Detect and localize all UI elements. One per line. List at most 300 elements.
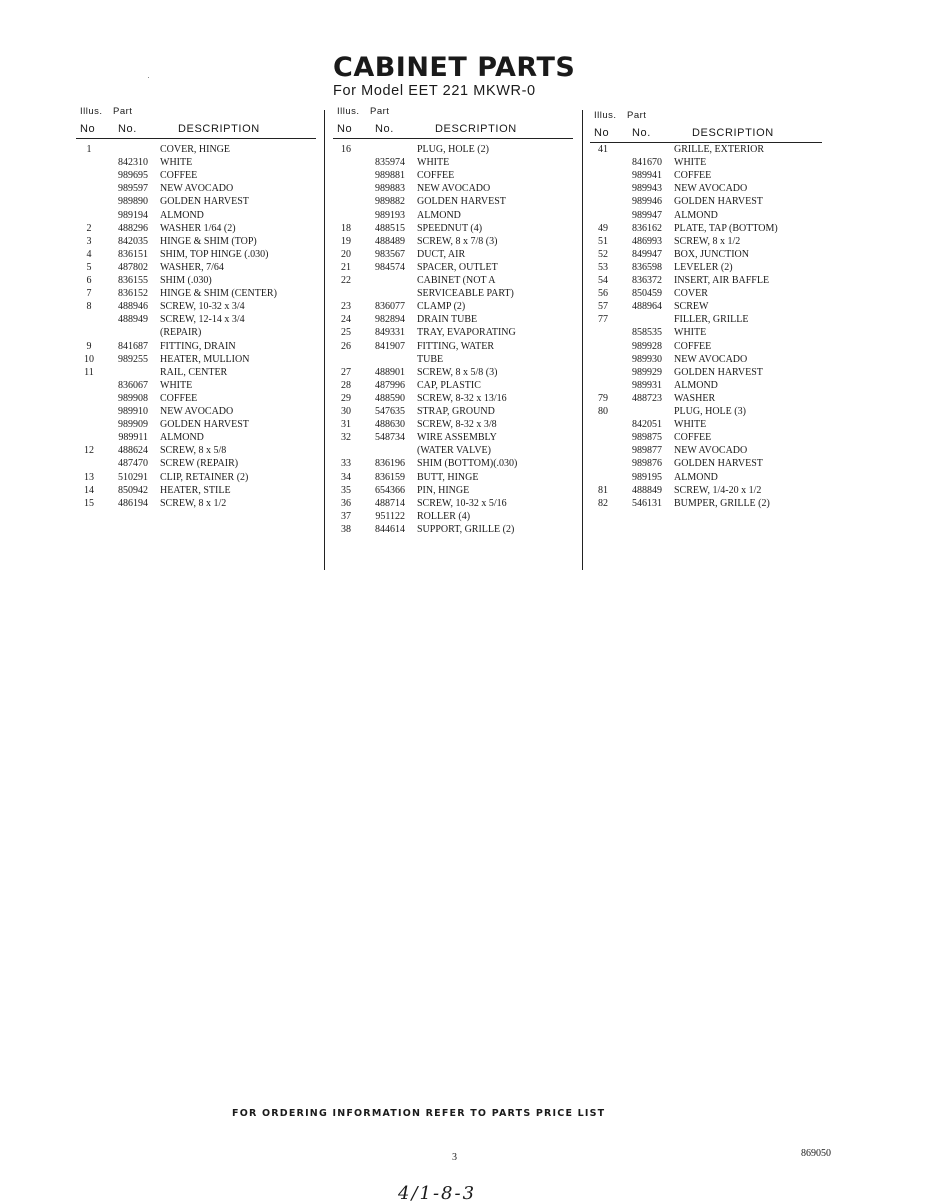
part-row (80, 235, 320, 248)
part-description: SCREW, 10-32 x 3/4 (160, 301, 245, 313)
part-row (594, 209, 826, 222)
part-number: 850459 (632, 288, 662, 300)
part-row (594, 471, 826, 484)
part-row (80, 169, 320, 182)
part-row (337, 392, 577, 405)
illus-no: 51 (598, 235, 608, 247)
column-divider-2 (582, 110, 583, 570)
part-number: 836151 (118, 248, 148, 260)
part-number: 858535 (632, 327, 662, 339)
part-row (337, 222, 577, 235)
part-description: DUCT, AIR (417, 248, 466, 260)
part-number: 989947 (632, 209, 662, 221)
part-description: SCREW, 8 x 7/8 (3) (417, 235, 498, 247)
part-number: 844614 (375, 523, 405, 535)
part-number: 488946 (118, 301, 148, 313)
part-description: NEW AVOCADO (417, 183, 491, 195)
illus-no: 6 (86, 275, 92, 286)
part-row (594, 431, 826, 444)
part-number: 836159 (375, 471, 405, 483)
part-description: SUPPORT, GRILLE (2) (417, 523, 515, 535)
illus-no: 29 (341, 392, 351, 404)
part-row (80, 274, 320, 287)
part-description: GRILLE, EXTERIOR (674, 144, 764, 155)
part-row (80, 195, 320, 208)
header-rule (76, 138, 316, 139)
part-number: 989910 (118, 406, 148, 417)
part-description: INSERT, AIR BAFFLE (674, 275, 770, 286)
part-number: 989909 (118, 419, 148, 431)
part-description: GOLDEN HARVEST (417, 196, 506, 208)
part-row (80, 418, 320, 431)
part-number: 989193 (375, 209, 405, 221)
illus-no: 37 (341, 510, 351, 522)
part-description: COVER, HINGE (160, 144, 230, 155)
part-row (80, 156, 320, 169)
part-description: TRAY, EVAPORATING (417, 327, 516, 339)
illus-no: 26 (341, 340, 351, 352)
part-number: 486194 (118, 497, 148, 509)
part-row (594, 300, 826, 313)
part-row (594, 379, 826, 392)
part-number: 989597 (118, 183, 148, 195)
part-description: WHITE (674, 157, 707, 169)
part-number: 989930 (632, 353, 662, 365)
illus-no: 34 (341, 471, 351, 483)
illus-no: 54 (598, 275, 608, 286)
part-number: 488489 (375, 235, 405, 247)
part-row (594, 248, 826, 261)
part-number: 836152 (118, 288, 148, 300)
part-description: NEW AVOCADO (160, 406, 234, 417)
part-description: GOLDEN HARVEST (674, 458, 763, 470)
part-description: COFFEE (417, 170, 455, 182)
illus-no: 20 (341, 248, 351, 260)
part-number: 849947 (632, 248, 662, 260)
column-divider-1 (324, 110, 325, 570)
illus-no: 36 (341, 497, 351, 509)
illus-no: 38 (341, 523, 351, 535)
part-description: ALMOND (674, 471, 718, 483)
part-description: RAIL, CENTER (160, 366, 228, 378)
illus-no: 25 (341, 327, 351, 339)
illus-no: 12 (84, 445, 94, 457)
part-row (80, 209, 320, 222)
illus-no: 4 (86, 248, 92, 260)
part-row (594, 222, 826, 235)
illus-no: 35 (341, 484, 351, 496)
part-row (80, 326, 320, 339)
part-description: CABINET (NOT A (417, 275, 496, 286)
illus-no: 27 (341, 366, 351, 378)
part-description: COFFEE (160, 170, 198, 182)
part-description: NEW AVOCADO (674, 183, 748, 195)
part-number: 836155 (118, 275, 148, 286)
part-row (337, 340, 577, 353)
header-illus: Illus. (594, 110, 617, 121)
part-number: 510291 (118, 471, 148, 483)
part-description: GOLDEN HARVEST (160, 196, 249, 208)
illus-no: 7 (86, 288, 92, 300)
part-number: 989890 (118, 196, 148, 208)
part-number: 842035 (118, 235, 148, 247)
part-description: SCREW, 8-32 x 13/16 (417, 392, 507, 404)
document-number: 869050 (801, 1148, 831, 1159)
part-description: SPACER, OUTLET (417, 261, 498, 273)
part-description: WHITE (674, 419, 707, 431)
part-row (594, 484, 826, 497)
part-description: TUBE (417, 353, 444, 365)
part-description: SCREW, 8 x 1/2 (160, 497, 227, 509)
part-number: 989881 (375, 170, 405, 182)
part-description: COFFEE (160, 392, 198, 404)
illus-no: 31 (341, 419, 351, 431)
part-description: CLAMP (2) (417, 301, 466, 313)
part-row (337, 497, 577, 510)
part-row (594, 326, 826, 339)
part-row (594, 444, 826, 457)
part-number: 989875 (632, 432, 662, 444)
illus-no: 32 (341, 432, 351, 444)
part-description: SCREW (674, 301, 709, 313)
part-description: SCREW, 1/4-20 x 1/2 (674, 484, 762, 496)
part-row (594, 274, 826, 287)
part-number: 488964 (632, 301, 662, 313)
illus-no: 30 (341, 406, 351, 417)
part-row (594, 156, 826, 169)
part-description: SHIM, TOP HINGE (.030) (160, 248, 269, 260)
illus-no: 22 (341, 275, 351, 286)
part-row (594, 169, 826, 182)
part-description: STRAP, GROUND (417, 406, 495, 417)
part-number: 989883 (375, 183, 405, 195)
part-description: BOX, JUNCTION (674, 248, 749, 260)
part-description: HEATER, MULLION (160, 353, 250, 365)
part-description: COFFEE (674, 340, 712, 352)
part-description: PIN, HINGE (417, 484, 470, 496)
part-row (337, 353, 577, 366)
part-number: 850942 (118, 484, 148, 496)
part-number: 984574 (375, 261, 405, 273)
part-number: 983567 (375, 248, 405, 260)
part-number: 982894 (375, 314, 405, 326)
part-number: 989941 (632, 170, 662, 182)
part-row (337, 143, 577, 156)
part-number: 989946 (632, 196, 662, 208)
part-row (337, 169, 577, 182)
part-number: 836067 (118, 379, 148, 391)
header-description: DESCRIPTION (692, 127, 774, 139)
part-number: 488515 (375, 222, 405, 234)
part-row (337, 248, 577, 261)
part-description: DRAIN TUBE (417, 314, 478, 326)
part-description: ALMOND (674, 209, 718, 221)
part-row (594, 235, 826, 248)
illus-no: 49 (598, 222, 608, 234)
part-description: (WATER VALVE) (417, 445, 491, 457)
part-description: CAP, PLASTIC (417, 379, 481, 391)
part-description: PLUG, HOLE (2) (417, 144, 489, 155)
part-description: NEW AVOCADO (674, 353, 748, 365)
part-row (337, 510, 577, 523)
part-row (594, 143, 826, 156)
part-description: WHITE (674, 327, 707, 339)
part-row (80, 471, 320, 484)
part-number: 488296 (118, 222, 148, 234)
part-row (594, 195, 826, 208)
part-number: 989908 (118, 392, 148, 404)
part-number: 836162 (632, 222, 662, 234)
part-row (337, 471, 577, 484)
part-description: COFFEE (674, 432, 712, 444)
illus-no: 18 (341, 222, 351, 234)
part-description: GOLDEN HARVEST (674, 366, 763, 378)
part-row (80, 287, 320, 300)
part-number: 989929 (632, 366, 662, 378)
part-row (337, 195, 577, 208)
part-row (337, 182, 577, 195)
part-number: 989255 (118, 353, 148, 365)
part-row (80, 444, 320, 457)
illus-no: 16 (341, 144, 351, 155)
part-row (337, 444, 577, 457)
part-row (337, 523, 577, 536)
illus-no: 33 (341, 458, 351, 470)
part-description: GOLDEN HARVEST (160, 419, 249, 431)
part-description: NEW AVOCADO (674, 445, 748, 457)
part-row (80, 379, 320, 392)
part-description: PLUG, HOLE (3) (674, 406, 746, 417)
illus-no: 24 (341, 314, 351, 326)
part-row (337, 287, 577, 300)
part-description: FITTING, DRAIN (160, 340, 236, 352)
part-description: SCREW (REPAIR) (160, 458, 239, 470)
part-number: 836372 (632, 275, 662, 286)
part-description: ROLLER (4) (417, 510, 471, 522)
part-row (337, 326, 577, 339)
scan-speck (148, 77, 149, 78)
part-description: NEW AVOCADO (160, 183, 234, 195)
part-number: 841907 (375, 340, 405, 352)
part-number: 654366 (375, 484, 405, 496)
part-number: 486993 (632, 235, 662, 247)
part-description: (REPAIR) (160, 327, 202, 339)
part-description: SCREW, 8 x 1/2 (674, 235, 741, 247)
part-description: SCREW, 8 x 5/8 (160, 445, 227, 457)
part-number: 842051 (632, 419, 662, 431)
page-number: 3 (452, 1152, 457, 1163)
part-row (80, 222, 320, 235)
part-row (337, 274, 577, 287)
illus-no: 77 (598, 314, 608, 326)
part-description: SHIM (BOTTOM)(.030) (417, 458, 518, 470)
part-row (594, 353, 826, 366)
part-number: 487802 (118, 261, 148, 273)
illus-no: 21 (341, 261, 351, 273)
part-description: SCREW, 8-32 x 3/8 (417, 419, 497, 431)
part-number: 487996 (375, 379, 405, 391)
page-title: CABINET PARTS (333, 52, 576, 83)
part-row (594, 340, 826, 353)
illus-no: 41 (598, 144, 608, 155)
header-illus: Illus. (337, 106, 360, 117)
header-part-no: No. (375, 123, 394, 135)
part-description: COFFEE (674, 170, 712, 182)
header-no: No (337, 123, 353, 135)
illus-no: 9 (86, 340, 92, 352)
illus-no: 13 (84, 471, 94, 483)
part-number: 487470 (118, 458, 148, 470)
illus-no: 11 (84, 366, 94, 378)
header-no: No (80, 123, 96, 135)
part-row (337, 235, 577, 248)
illus-no: 52 (598, 248, 608, 260)
part-number: 989877 (632, 445, 662, 457)
part-description: ALMOND (160, 432, 204, 444)
illus-no: 5 (86, 261, 92, 273)
part-row (80, 261, 320, 274)
part-description: SPEEDNUT (4) (417, 222, 483, 234)
illus-no: 8 (86, 301, 92, 313)
part-row (80, 497, 320, 510)
header-part-no: No. (118, 123, 137, 135)
part-row (337, 418, 577, 431)
illus-no: 79 (598, 392, 608, 404)
part-description: COVER (674, 288, 708, 300)
part-number: 488630 (375, 419, 405, 431)
part-description: BUMPER, GRILLE (2) (674, 497, 770, 509)
illus-no: 53 (598, 261, 608, 273)
part-number: 488949 (118, 314, 148, 326)
part-number: 989695 (118, 170, 148, 182)
part-row (594, 366, 826, 379)
part-number: 488901 (375, 366, 405, 378)
part-description: ALMOND (674, 379, 718, 391)
part-description: LEVELER (2) (674, 261, 733, 273)
part-number: 548734 (375, 432, 405, 444)
part-number: 951122 (375, 510, 405, 522)
header-part: Part (627, 110, 647, 121)
part-row (337, 431, 577, 444)
part-row (337, 405, 577, 418)
part-description: ALMOND (417, 209, 461, 221)
part-description: WASHER (674, 392, 716, 404)
part-row (80, 340, 320, 353)
header-illus: Illus. (80, 106, 103, 117)
part-row (80, 143, 320, 156)
part-row (594, 405, 826, 418)
part-row (80, 313, 320, 326)
part-description: PLATE, TAP (BOTTOM) (674, 222, 778, 234)
part-row (80, 300, 320, 313)
illus-no: 10 (84, 353, 94, 365)
part-row (337, 457, 577, 470)
part-description: FILLER, GRILLE (674, 314, 749, 326)
part-row (594, 182, 826, 195)
part-number: 547635 (375, 406, 405, 417)
illus-no: 14 (84, 484, 94, 496)
page-subtitle: For Model EET 221 MKWR-0 (333, 83, 536, 99)
part-description: WHITE (160, 157, 193, 169)
part-row (80, 484, 320, 497)
part-description: CLIP, RETAINER (2) (160, 471, 249, 483)
part-description: WHITE (160, 379, 193, 391)
part-row (337, 379, 577, 392)
header-part: Part (113, 106, 133, 117)
illus-no: 2 (86, 222, 92, 234)
part-number: 835974 (375, 157, 405, 169)
illus-no: 15 (84, 497, 94, 509)
part-row (80, 405, 320, 418)
part-row (337, 261, 577, 274)
part-description: SCREW, 10-32 x 5/16 (417, 497, 507, 509)
illus-no: 28 (341, 379, 351, 391)
header-description: DESCRIPTION (435, 123, 517, 135)
part-row (80, 248, 320, 261)
part-row (594, 418, 826, 431)
part-row (337, 366, 577, 379)
header-no: No (594, 127, 610, 139)
part-description: SCREW, 12-14 x 3/4 (160, 314, 245, 326)
part-description: SHIM (.030) (160, 275, 212, 286)
part-number: 841687 (118, 340, 148, 352)
illus-no: 56 (598, 288, 608, 300)
part-description: HEATER, STILE (160, 484, 231, 496)
part-row (594, 497, 826, 510)
illus-no: 3 (86, 235, 92, 247)
part-number: 488723 (632, 392, 662, 404)
header-part-no: No. (632, 127, 651, 139)
illus-no: 80 (598, 406, 608, 417)
illus-no: 81 (598, 484, 608, 496)
ordering-footer: FOR ORDERING INFORMATION REFER TO PARTS PRICE LIST (232, 1108, 606, 1119)
illus-no: 82 (598, 497, 608, 509)
part-description: ALMOND (160, 209, 204, 221)
handwritten-note: 4/1-8-3 (398, 1183, 477, 1204)
part-row (594, 287, 826, 300)
illus-no: 19 (341, 235, 351, 247)
part-number: 989928 (632, 340, 662, 352)
part-description: SERVICEABLE PART) (417, 288, 514, 300)
part-row (594, 313, 826, 326)
part-description: GOLDEN HARVEST (674, 196, 763, 208)
part-number: 842310 (118, 157, 148, 169)
part-row (594, 392, 826, 405)
part-row (337, 313, 577, 326)
part-row (337, 209, 577, 222)
part-row (80, 392, 320, 405)
part-number: 849331 (375, 327, 405, 339)
part-number: 836077 (375, 301, 405, 313)
part-description: WASHER 1/64 (2) (160, 222, 236, 234)
illus-no: 57 (598, 301, 608, 313)
part-description: HINGE & SHIM (CENTER) (160, 288, 277, 300)
part-description: WASHER, 7/64 (160, 261, 224, 273)
part-description: SCREW, 8 x 5/8 (3) (417, 366, 498, 378)
part-number: 841670 (632, 157, 662, 169)
part-description: WHITE (417, 157, 450, 169)
illus-no: 1 (86, 144, 92, 155)
part-row (594, 261, 826, 274)
part-row (80, 457, 320, 470)
part-row (80, 366, 320, 379)
part-row (80, 353, 320, 366)
part-number: 989911 (118, 432, 148, 444)
part-number: 989876 (632, 458, 662, 470)
part-number: 488624 (118, 445, 148, 457)
part-row (594, 457, 826, 470)
header-description: DESCRIPTION (178, 123, 260, 135)
